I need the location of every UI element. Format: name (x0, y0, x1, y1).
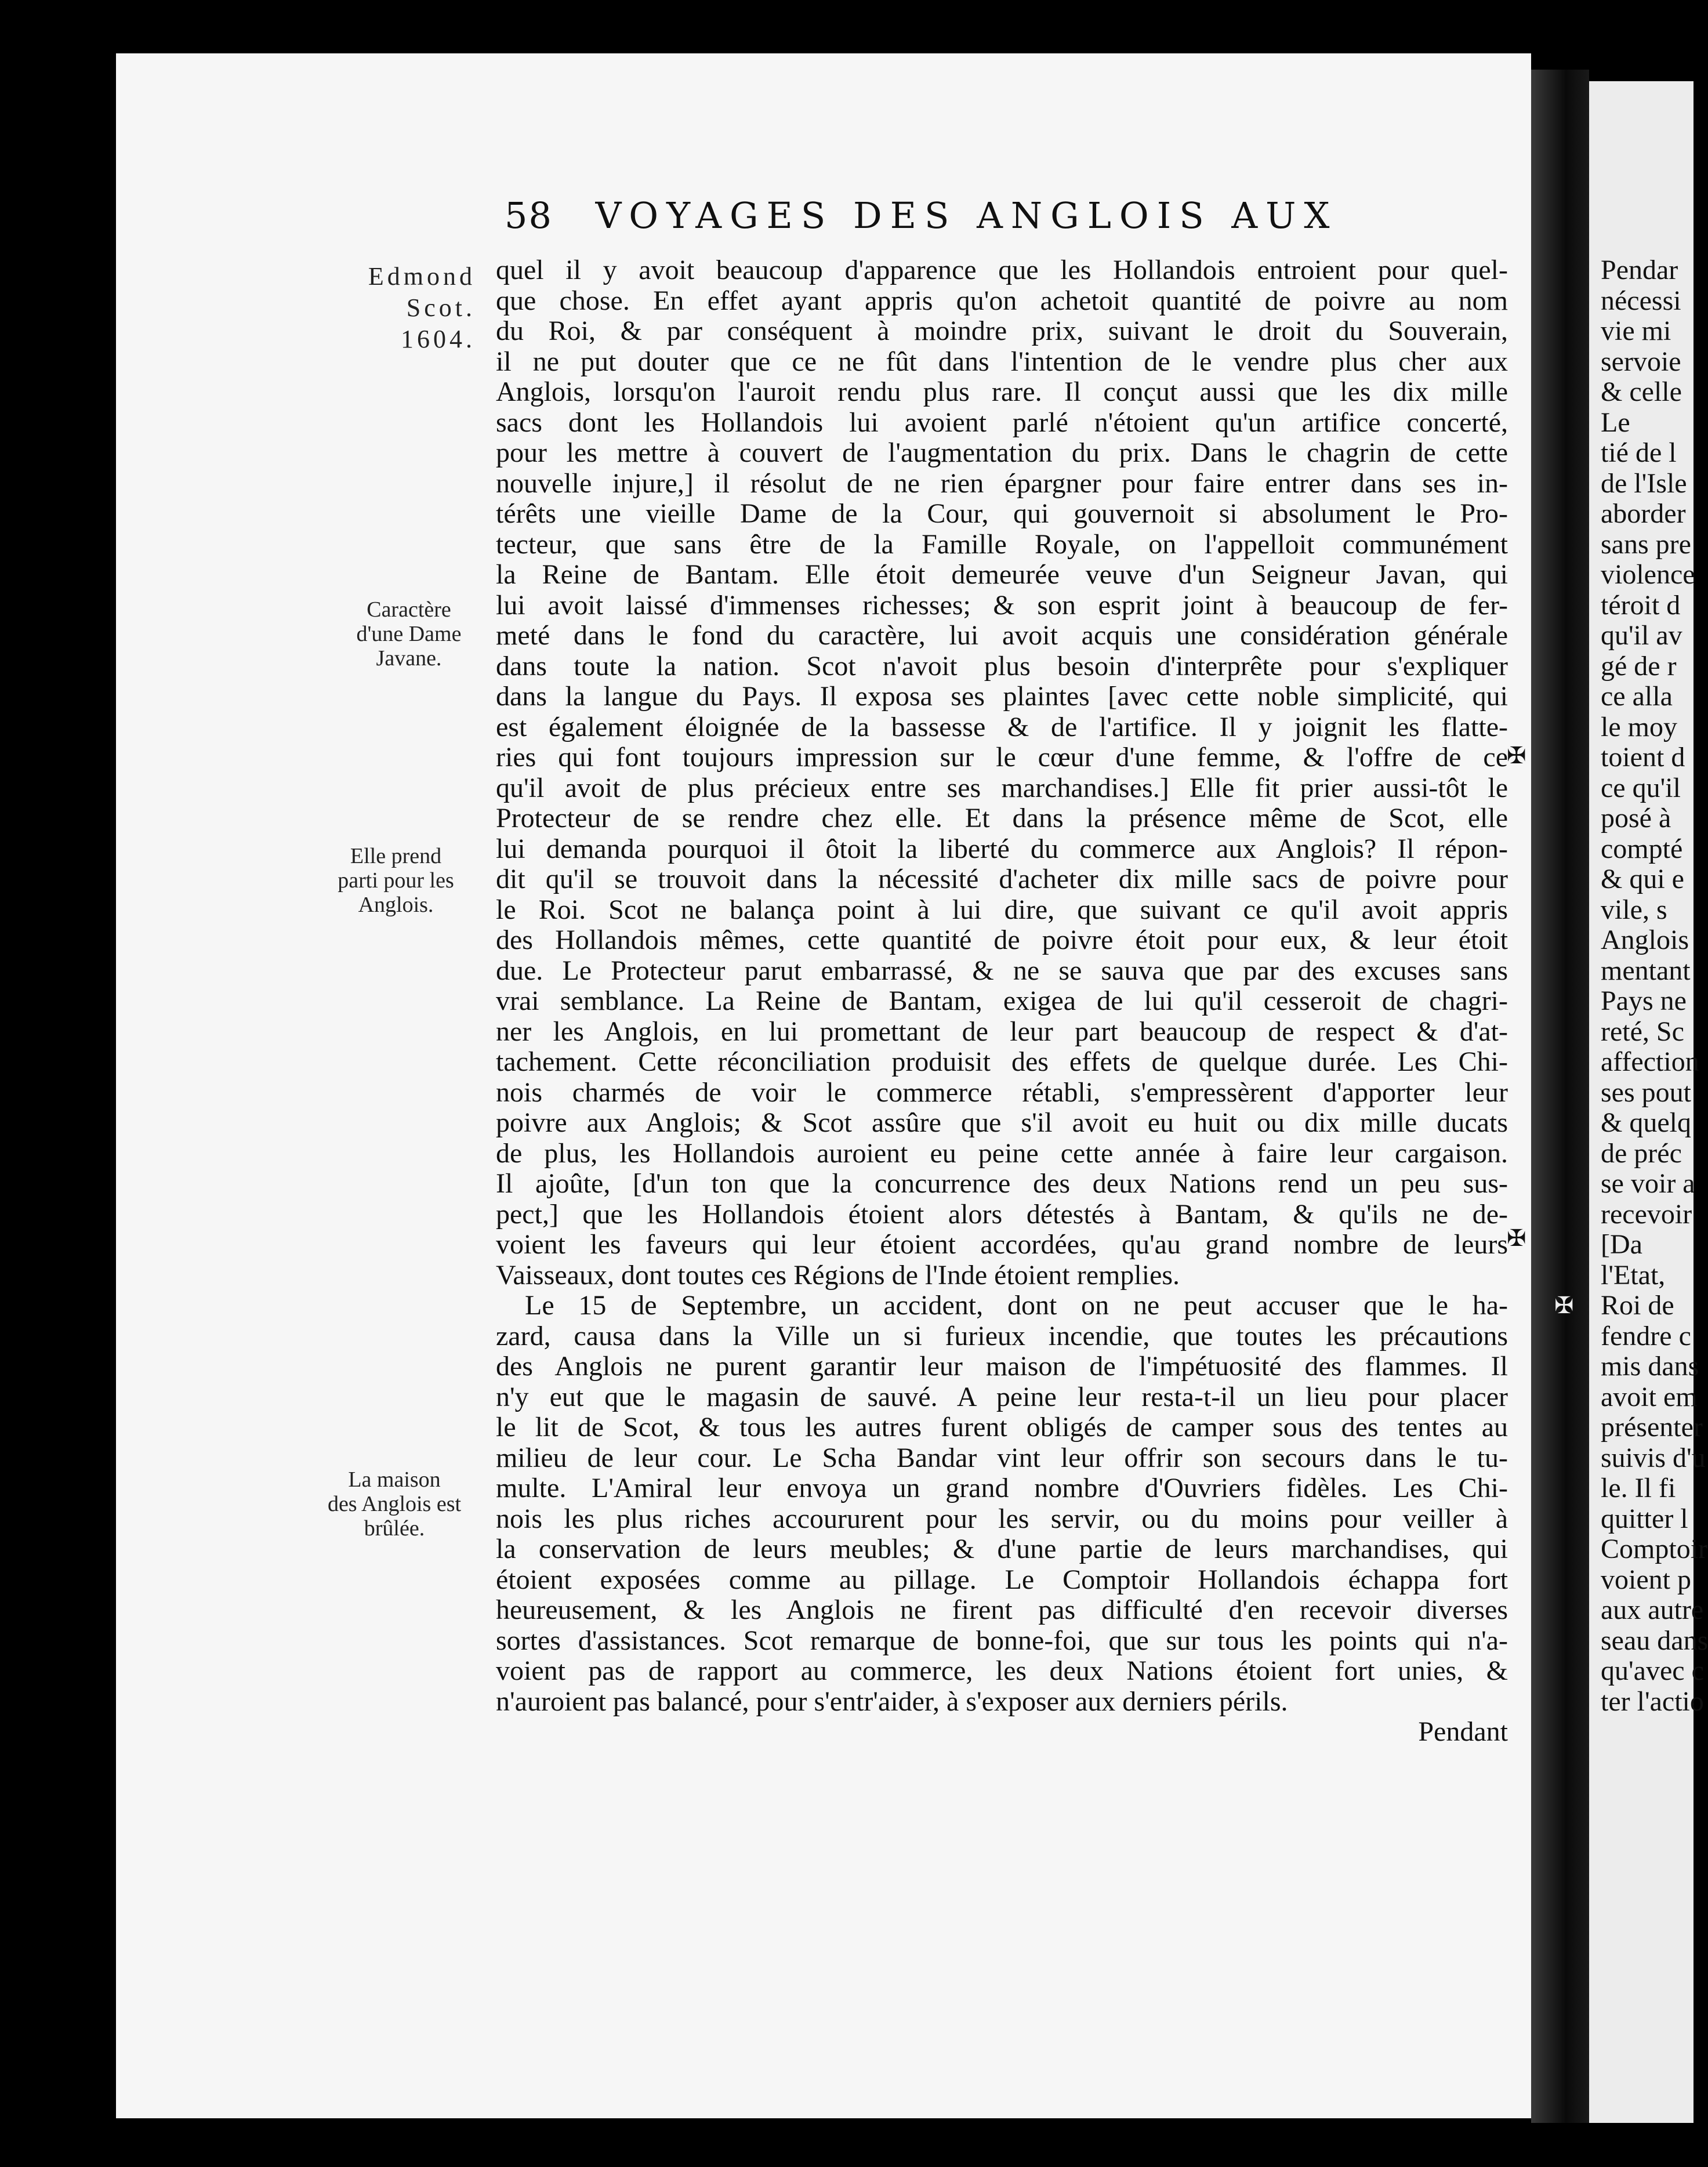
next-page-line: avoit em (1601, 1381, 1698, 1412)
next-page-line: tié de l (1601, 437, 1677, 468)
text-line: nois charmés de voir le commerce rétabli, s'empressèrent d'apporter leur (496, 1077, 1508, 1108)
text-line: tachement. Cette réconciliation produisit des effets de quelque durée. Les Chi- (496, 1046, 1508, 1077)
next-page-line: aborder (1601, 498, 1686, 529)
next-page-line: & celle (1601, 376, 1682, 407)
margin-note-author (325, 261, 476, 355)
text-line: que chose. En effet ayant appris qu'on achetoit quantité de poivre au nom (496, 285, 1508, 316)
next-page-line: vile, s (1601, 894, 1667, 925)
margin-note-maison (313, 1467, 476, 1541)
text-line: étoient exposées comme au pillage. Le Comptoir Hollandois échappa fort (496, 1564, 1508, 1595)
margin-note-line: brûlée. (364, 1516, 425, 1541)
text-line: qu'il avoit de plus précieux entre ses marchandises.] Elle fit prier aussi-tôt le (496, 772, 1508, 803)
text-line: térêts une vieille Dame de la Cour, qui gouvernoit si absolument le Pro- (496, 498, 1508, 529)
text-line: n'y eut que le magasin de sauvé. A peine leur resta-t-il un lieu pour placer (496, 1381, 1508, 1412)
text-line: dans toute la nation. Scot n'avoit plus besoin d'interprête pour s'expliquer (496, 650, 1508, 682)
running-header (505, 194, 1409, 237)
next-page-line: affection (1601, 1046, 1699, 1077)
text-line: voient pas de rapport au commerce, les deux Nations étoient fort unies, & (496, 1655, 1508, 1686)
next-page-line: seau dans (1601, 1625, 1708, 1656)
next-page-line: Pendar (1601, 255, 1678, 285)
text-line: pour les mettre à couvert de l'augmentation du prix. Dans le chagrin de cette (496, 437, 1508, 468)
next-page-line: violence (1601, 559, 1695, 590)
text-line: zard, causa dans la Ville un si furieux incendie, que toutes les précautions (496, 1320, 1508, 1351)
next-page-line: Le (1601, 407, 1630, 438)
margin-note-line: des Anglois est (327, 1492, 462, 1516)
text-line: meté dans le fond du caractère, lui avoit acquis une considération générale (496, 620, 1508, 651)
text-line: la conservation de leurs meubles; & d'une partie de leurs marchandises, qui (496, 1534, 1508, 1564)
next-page-line: recevoir (1601, 1198, 1692, 1230)
next-page-line: aux autre (1601, 1595, 1704, 1625)
next-page-line: l'Etat, (1601, 1259, 1666, 1291)
next-page-line: le. Il fi (1601, 1473, 1676, 1503)
next-page-line: le moy (1601, 711, 1677, 742)
next-page-line: vie mi (1601, 316, 1671, 346)
text-line: est également éloignée de la bassesse & de l'artifice. Il y joignit les flatte- (496, 711, 1508, 742)
text-line: lui demanda pourquoi il ôtoit la liberté du commerce aux Anglois? Il répon- (496, 833, 1508, 864)
margin-author-surname: Scot. (406, 293, 476, 322)
text-line: Protecteur de se rendre chez elle. Et dans la présence même de Scot, elle (496, 803, 1508, 834)
next-page-line: posé à (1601, 803, 1671, 834)
text-line: lui avoit laissé d'immenses richesses; & son esprit joint à beaucoup de fer- (496, 589, 1508, 621)
margin-note-parti (316, 844, 476, 917)
text-line: ries qui font toujours impression sur le cœur d'une femme, & l'offre de ce (496, 742, 1508, 773)
margin-author-name: Edmond (368, 262, 476, 291)
next-page-line: mis dans (1601, 1351, 1699, 1382)
text-line: Vaisseaux, dont toutes ces Régions de l'Inde étoient remplies. (496, 1259, 1180, 1291)
margin-year: 1604. (401, 325, 476, 353)
next-page-line: quitter l (1601, 1503, 1688, 1534)
next-page-line: de l'Isle (1601, 468, 1687, 499)
next-page-line: voient p (1601, 1564, 1691, 1595)
text-line: nois les plus riches accoururent pour les servir, ou du moins pour veiller à (496, 1503, 1508, 1534)
text-line: poivre aux Anglois; & Scot assûre que s'il avoit eu huit ou dix mille ducats (496, 1107, 1508, 1138)
main-text-block (496, 255, 1508, 1748)
margin-note-line: parti pour les (338, 868, 454, 893)
cross-mark-icon: ✠ (1507, 742, 1526, 769)
next-page-line: se voir a (1601, 1168, 1695, 1199)
next-page-line: & qui e (1601, 864, 1684, 894)
text-line: multe. L'Amiral leur envoya un grand nombre d'Ouvriers fidèles. Les Chi- (496, 1473, 1508, 1503)
next-page-line: ce alla (1601, 681, 1673, 712)
text-line: vrai semblance. La Reine de Bantam, exigea de lui qu'il cesseroit de chagri- (496, 985, 1508, 1016)
next-page-line: Comptoir (1601, 1534, 1708, 1564)
text-line: n'auroient pas balancé, pour s'entr'aider, à s'exposer aux derniers périls. (496, 1686, 1288, 1717)
text-line: nouvelle injure,] il résolut de ne rien épargner pour faire entrer dans ses in- (496, 468, 1508, 499)
text-line: Le 15 de Septembre, un accident, dont on ne peut accuser que le ha- (525, 1290, 1508, 1321)
next-page-text (1589, 81, 1708, 1717)
text-line: dans la langue du Pays. Il exposa ses plaintes [avec cette noble simplicité, qui (496, 681, 1508, 712)
cross-mark-icon: ✠ (1507, 1225, 1526, 1252)
text-line: du Roi, & par conséquent à moindre prix, suivant le droit du Souverain, (496, 316, 1508, 346)
next-page-line: qu'il av (1601, 620, 1682, 651)
text-line: des Anglois ne purent garantir leur maison de l'impétuosité des flammes. Il (496, 1351, 1508, 1382)
next-page-fragment (1589, 81, 1708, 2123)
text-line: le Roi. Scot ne balança point à lui dire, que suivant ce qu'il avoit appris (496, 894, 1508, 925)
next-page-line: mentant (1601, 955, 1691, 986)
text-line: tecteur, que sans être de la Famille Royale, on l'appelloit communément (496, 528, 1508, 560)
next-page-line: ce qu'il (1601, 772, 1681, 803)
text-line: la Reine de Bantam. Elle étoit demeurée veuve d'un Seigneur Javan, qui (496, 559, 1508, 590)
margin-note-caractere (342, 597, 476, 671)
next-page-line: Anglois (1601, 925, 1689, 955)
next-page-line: présenter (1601, 1412, 1703, 1443)
text-line: sortes d'assistances. Scot remarque de bonne-foi, que sur tous les points qui n'a- (496, 1625, 1508, 1656)
margin-note-line: La maison (348, 1467, 441, 1492)
page-number: 58 (505, 194, 553, 237)
next-page-line: [Da (1601, 1229, 1642, 1260)
margin-note-line: Elle prend (350, 844, 442, 868)
next-page-line: suivis d'u (1601, 1442, 1706, 1473)
catchword: Pendant (1418, 1716, 1508, 1747)
book-gutter (1531, 70, 1589, 2123)
margin-note-line: d'une Dame (356, 622, 462, 646)
running-title: VOYAGES DES ANGLOIS AUX (595, 194, 1338, 237)
next-page-line: ter l'actio (1601, 1686, 1704, 1717)
next-page-line: ses pout (1601, 1077, 1691, 1108)
next-page-line: fendre c (1601, 1320, 1691, 1351)
next-page-line: nécessi (1601, 285, 1681, 316)
margin-note-line: Caractère (367, 597, 451, 622)
text-line: due. Le Protecteur parut embarrassé, & ne se sauva que par des excuses sans (496, 955, 1508, 986)
text-line: quel il y avoit beaucoup d'apparence que les Hollandois entroient pour quel- (496, 255, 1508, 285)
next-page-line: reté, Sc (1601, 1016, 1684, 1047)
text-line: heureusement, & les Anglois ne firent pas difficulté d'en recevoir diverses (496, 1595, 1508, 1625)
text-line: Il ajoûte, [d'un ton que la concurrence des deux Nations rend un peu sus- (496, 1168, 1508, 1199)
text-line: sacs dont les Hollandois lui avoient parlé n'étoient qu'un artifice concerté, (496, 407, 1508, 438)
text-line: il ne put douter que ce ne fût dans l'intention de le vendre plus cher aux (496, 346, 1508, 377)
margin-note-line: Javane. (376, 646, 442, 671)
next-page-line: téroit d (1601, 589, 1681, 621)
text-line: le lit de Scot, & tous les autres furent obligés de camper sous des tentes au (496, 1412, 1508, 1443)
next-page-line: Roi de (1601, 1290, 1674, 1321)
next-page-line: & quelq (1601, 1107, 1691, 1138)
next-page-line: qu'avec c (1601, 1655, 1704, 1686)
next-page-line: sans pre (1601, 528, 1691, 560)
next-page-line: gé de r (1601, 650, 1677, 682)
next-page-line: de préc (1601, 1137, 1682, 1169)
margin-note-line: Anglois. (358, 893, 434, 917)
next-page-line: toient d (1601, 742, 1685, 773)
next-page-line: servoie (1601, 346, 1681, 377)
text-line: voient les faveurs qui leur étoient accordées, qu'au grand nombre de leurs (496, 1229, 1508, 1260)
text-line: pect,] que les Hollandois étoient alors détestés à Bantam, & qu'ils ne de- (496, 1198, 1508, 1230)
text-line: ner les Anglois, en lui promettant de leur part beaucoup de respect & d'at- (496, 1016, 1508, 1047)
cross-mark-icon: ✠ (1554, 1292, 1574, 1319)
text-line: Anglois, lorsqu'on l'auroit rendu plus rare. Il conçut aussi que les dix mille (496, 376, 1508, 407)
text-line: milieu de leur cour. Le Scha Bandar vint leur offrir son secours dans le tu- (496, 1442, 1508, 1473)
text-line: dit qu'il se trouvoit dans la nécessité d'acheter dix mille sacs de poivre pour (496, 864, 1508, 894)
text-line: de plus, les Hollandois auroient eu peine cette année à faire leur cargaison. (496, 1137, 1508, 1169)
next-page-line: compté (1601, 833, 1683, 864)
text-line: des Hollandois mêmes, cette quantité de poivre étoit pour eux, & leur étoit (496, 925, 1508, 955)
next-page-line: Pays ne (1601, 985, 1687, 1016)
